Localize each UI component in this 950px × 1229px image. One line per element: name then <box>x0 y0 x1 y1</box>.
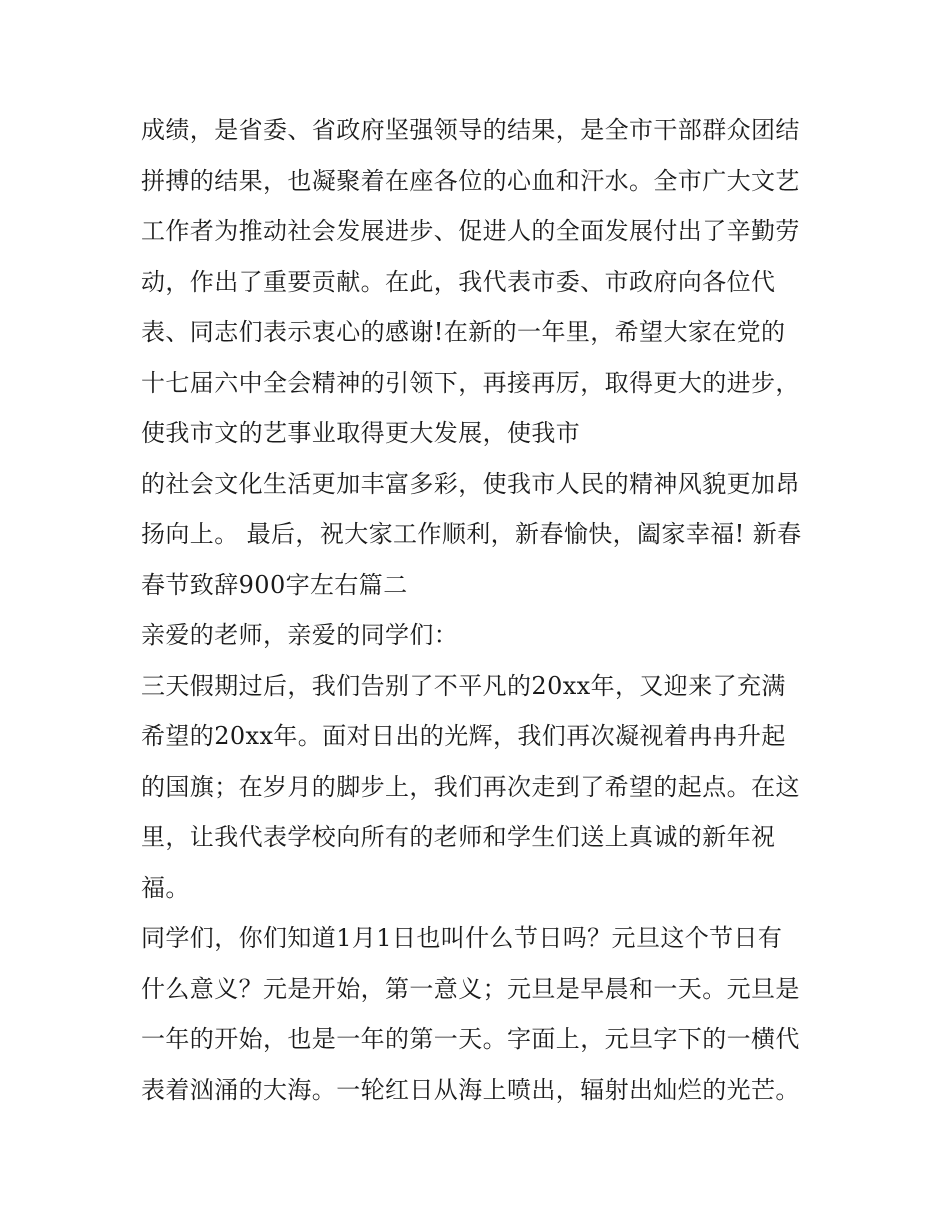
text-line: 一年的开始，也是一年的第一天。字面上，元旦字下的一横代 <box>141 1025 800 1053</box>
text-line: 的国旗；在岁月的脚步上，我们再次走到了希望的起点。在这 <box>141 772 800 801</box>
text-line: 拼搏的结果，也凝聚着在座各位的心血和汗水。全市广大文艺 <box>141 166 800 195</box>
text-line: 的社会文化生活更加丰富多彩，使我市人民的精神风貌更加昂 <box>141 469 800 498</box>
text-line: 表着汹涌的大海。一轮红日从海上喷出，辐射出灿烂的光芒。 <box>141 1075 800 1104</box>
text-line: 动，作出了重要贡献。在此，我代表市委、市政府向各位代 <box>141 267 776 296</box>
text-line: 同学们，你们知道1月1日也叫什么节日吗？元旦这个节日有 <box>141 924 783 952</box>
text-line: 里，让我代表学校向所有的老师和学生们送上真诚的新年祝 <box>141 823 776 851</box>
text-line: 三天假期过后，我们告别了不平凡的20xx年，又迎来了充满 <box>141 671 786 700</box>
text-line: 工作者为推动社会发展进步、促进人的全面发展付出了辛勤劳 <box>141 217 800 245</box>
text-line: 使我市文的艺事业取得更大发展，使我市 <box>141 419 581 447</box>
salutation: 亲爱的老师，亲爱的同学们： <box>141 621 459 649</box>
text-line: 表、同志们表示衷心的感谢!在新的一年里，希望大家在党的 <box>141 318 786 346</box>
text-line: 十七届六中全会精神的引领下，再接再厉，取得更大的进步， <box>141 368 800 397</box>
text-line: 成绩，是省委、省政府坚强领导的结果，是全市干部群众团结 <box>141 116 800 144</box>
text-line: 什么意义？元是开始，第一意义；元旦是早晨和一天。元旦是 <box>141 974 800 1003</box>
section-heading: 春节致辞900字左右篇二 <box>141 570 408 599</box>
text-line: 福。 <box>141 873 190 902</box>
text-line: 希望的20xx年。面对日出的光辉，我们再次凝视着冉冉升起 <box>141 722 786 750</box>
document-body <box>141 105 831 1115</box>
text-line: 扬向上。 最后，祝大家工作顺利，新春愉快，阖家幸福! 新春 <box>141 520 802 548</box>
